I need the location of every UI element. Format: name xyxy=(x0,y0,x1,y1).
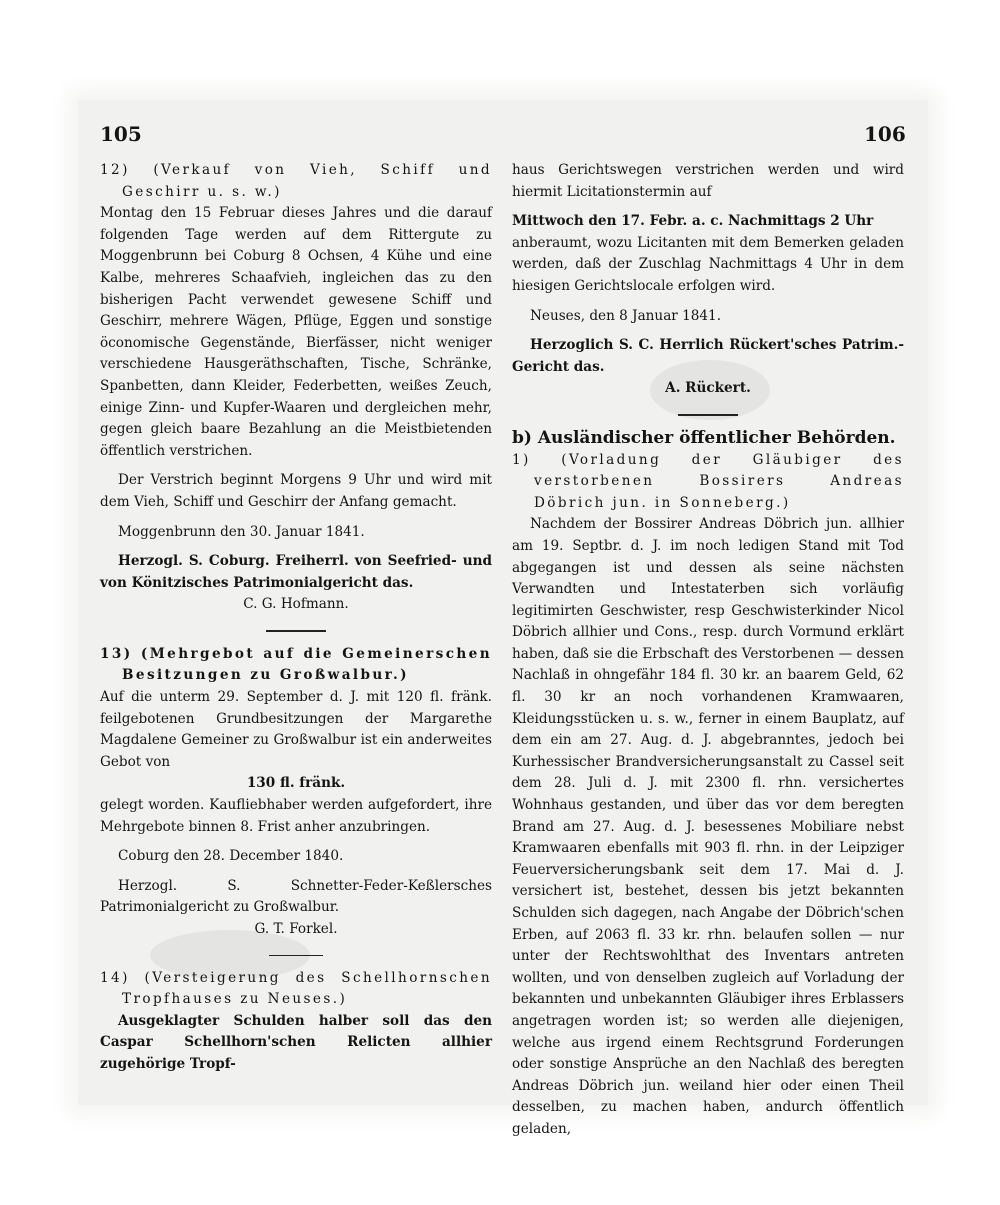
right-column xyxy=(512,160,904,1141)
notice-12-court: Herzogl. S. Coburg. Freiherrl. von Seefried- und von Könitzisches Patrimonialgericht das. xyxy=(100,553,492,591)
notice-13-place-date: Coburg den 28. December 1840. xyxy=(118,848,344,865)
section-b-heading: b) Ausländischer öffentlicher Behörden. xyxy=(512,427,896,448)
notice-14-heading: 14) (Versteigerung des Schellhornschen Tropfhauses zu Neuses.) xyxy=(100,969,492,1008)
page-number-right: 106 xyxy=(864,122,906,146)
section-divider xyxy=(678,414,738,416)
notice-b1-heading: 1) (Vorladung der Gläubiger des verstorbenen Bossirers Andreas Döbrich jun. in Sonneberg.) xyxy=(512,451,904,511)
continuation-body-2: anberaumt, wozu Licitanten mit dem Bemerken geladen werden, daß der Zuschlag Nachmittags 4 Uhr in dem hiesigen Gerichtslocale erfolgen wird. xyxy=(512,234,904,294)
notice-12-place-date: Moggenbrunn den 30. Januar 1841. xyxy=(118,523,365,540)
page-number-left: 105 xyxy=(100,122,142,146)
notice-b1-body: Nachdem der Bossirer Andreas Döbrich jun. allhier am 19. Septbr. d. J. im noch ledigen Stand mit Tod abgegangen ist und dessen als seine nächsten Verwandten und Intestaterben sich vorläufig legitimirten Geschwister, resp Geschwisterkinder Nicol Döbrich allhier und Cons., resp. durch Vormund erklärt haben, daß sie die Erbschaft des Verstorbenen — dessen Nachlaß in ohngefähr 184 fl. 30 kr. an baarem Geld, 62 fl. 30 kr an noch vorhandenen Kramwaaren, Kleidungsstücken u. s. w., ferner in einem Bauplatz, auf dem ein am 27. Aug. d. J. abgebranntes, jedoch bei Kurhessischer Brandversicherungsanstalt zu Cassel seit dem 28. Juli d. J. mit 2300 fl. rhn. versichertes Wohnhaus gestanden, und über das vor dem beregten Brand am 27. Aug. d. J. besessenes Mobiliare nebst Kramwaaren ebenfalls mit 903 fl. rhn. in der Leipziger Feuerversicherungsbank seit dem 17. Mai d. J. versichert ist, bestehet, dessen bis jetzt bekannten Schulden sich dagegen, nach Angabe der Döbrich'schen Erben, auf 2063 fl. 33 kr. rhn. belaufen sollen — nur unter der Rechtswohlthat des Inventars antreten wollten, und von denselben zugleich auf Vorladung der bekannten und unbekannten Gläubiger ihres Erblassers angetragen worden ist; so werden alle diejenigen, welche aus irgend einem Rechtsgrund Forderungen oder sonstige Ansprüche an den Nachlaß des beregten Andreas Döbrich jun. weiland hier oder einen Theil desselben, zu machen haben, andurch öffentlich geladen, xyxy=(512,516,905,1137)
continuation-date-line: Mittwoch den 17. Febr. a. c. Nachmittags 2 Uhr xyxy=(512,213,874,230)
notice-12-body-2: Der Verstrich beginnt Morgens 9 Uhr und wird mit dem Vieh, Schiff und Geschirr der Anfang gemacht. xyxy=(100,472,492,510)
notice-12-signature: C. G. Hofmann. xyxy=(243,596,349,613)
section-divider xyxy=(269,955,323,956)
notice-12-heading: 12) (Verkauf von Vieh, Schiff und Geschirr u. s. w.) xyxy=(100,162,492,200)
notice-13-body: Auf die unterm 29. September d. J. mit 120 fl. fränk. feilgebotenen Grundbesitzungen der Margarethe Magdalene Gemeiner zu Großwalbur ist ein anderweites Gebot von xyxy=(100,689,492,770)
notice-13-body-2: gelegt worden. Kaufliebhaber werden aufgefordert, ihre Mehrgebote binnen 8. Frist anher anzubringen. xyxy=(100,797,492,835)
continuation-signature: A. Rückert. xyxy=(665,380,751,397)
continuation-place-date: Neuses, den 8 Januar 1841. xyxy=(530,307,722,324)
notice-13-heading: 13) (Mehrgebot auf die Gemeinerschen Besitzungen zu Großwalbur.) xyxy=(100,645,492,684)
notice-13-amount: 130 fl. fränk. xyxy=(246,775,346,792)
continuation-court: Herzoglich S. C. Herrlich Rückert'sches Patrim.-Gericht das. xyxy=(512,337,904,375)
notice-14-body: Ausgeklagter Schulden halber soll das den Caspar Schellhorn'schen Relicten allhier zugehörige Tropf- xyxy=(100,1012,492,1072)
notice-13-court: Herzogl. S. Schnetter-Feder-Keßlersches Patrimonialgericht zu Großwalbur. xyxy=(100,877,492,916)
continuation-body: haus Gerichtswegen verstrichen werden und wird hiermit Licitationstermin auf xyxy=(512,162,904,200)
notice-13-signature: G. T. Forkel. xyxy=(254,921,338,937)
left-column xyxy=(100,160,492,1076)
notice-12-body: Montag den 15 Februar dieses Jahres und die darauf folgenden Tage werden auf dem Rittergute zu Moggenbrunn bei Coburg 8 Ochsen, 4 Kühe und eine Kalbe, mehreres Schaafvieh, ingleichen das zu den bisherigen Pacht verwendet gewesene Schiff und Geschirr, mehrere Wägen, Pflüge, Eggen und sonstige öconomische Gegenstände, Bierfässer, nicht weniger verschiedene Hausgeräthschaften, Tische, Schränke, Spanbetten, dann Kleider, Federbetten, weißes Zeuch, einige Zinn- und Kupfer-Waaren und dergleichen mehr, gegen gleich baare Bezahlung an die Meistbietenden öffentlich verstrichen. xyxy=(100,205,492,459)
section-divider xyxy=(266,630,326,632)
